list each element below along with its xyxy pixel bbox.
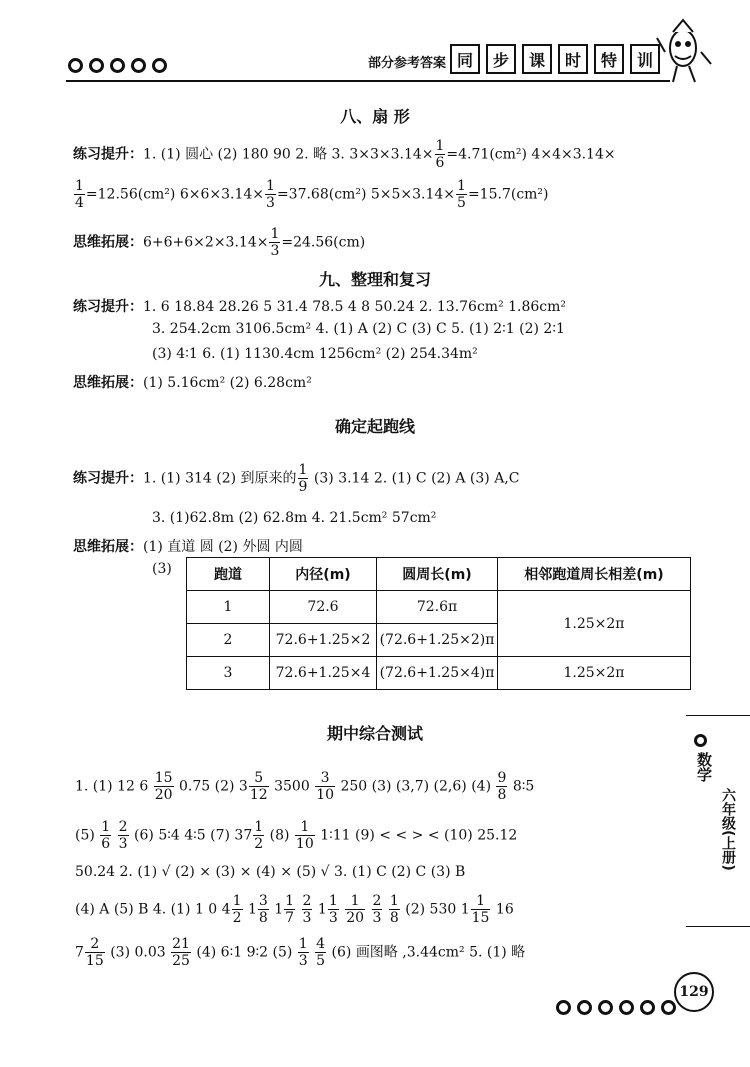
- page-number: 129: [674, 972, 714, 1012]
- answer-line: 3. 254.2cm 3106.5cm² 4. (1) A (2) C (3) C 5. (1) 2∶1 (2) 2∶1: [152, 321, 565, 337]
- section-title-review: 九、整理和复习: [318, 270, 431, 289]
- section-title-midterm: 期中综合测试: [326, 724, 423, 743]
- answer-line: 练习提升：1. 6 18.84 28.26 5 31.4 78.5 4 8 50.24 2. 13.76cm² 1.86cm²: [73, 299, 567, 315]
- subject-side-tab: [686, 715, 750, 927]
- answer-line: 50.24 2. (1) √ (2) × (3) × (4) × (5) √ 3. (1) C (2) C (3) B: [75, 864, 466, 880]
- header-label: 部分参考答案: [368, 56, 447, 71]
- bullet-circle-icon: [694, 734, 707, 747]
- answer-line: 3. (1)62.8m (2) 62.8m 4. 21.5cm² 57cm²: [152, 510, 437, 526]
- header-decoration-circles: [68, 58, 167, 73]
- answer-line: 1. (1) 12 6 $\frac{15}{20}$ 0.75 (2) 3 $\frac{5}{12}$ 3500 $\frac{3}{10}$ 250 (3) (3,7) (2,6) (4) $\frac{9}{8}$ 8∶5: [75, 770, 535, 803]
- section-title-sector: 八、扇 形: [340, 107, 410, 126]
- table-row: 1 72.6 72.6π 1.25×2π: [187, 591, 691, 624]
- answer-line: (3): [152, 561, 172, 577]
- table-row: 3 72.6+1.25×4 (72.6+1.25×4)π 1.25×2π: [187, 657, 691, 690]
- footer-decoration-circles: [556, 1000, 676, 1015]
- grade-label: 六年级(上册): [720, 788, 736, 871]
- track-table: 跑道 内径(m) 圆周长(m) 相邻跑道周长相差(m) 1 72.6 72.6π 1.25×2π 2 72.6+1.25×2 (72.6+1.25×2)π 3 72.6+1.25×4 (72.6+1.25×4)π 1.25×2π: [186, 557, 691, 690]
- pencil-mascot-icon: [655, 18, 717, 88]
- table-row: 2 72.6+1.25×2 (72.6+1.25×2)π: [187, 624, 691, 657]
- answer-line: $\frac{1}{4}$ =12.56(cm²) 6×6×3.14× $\frac{1}{3}$ =37.68(cm²) 5×5×3.14× $\frac{1}{5}$ =15.7(cm²): [75, 178, 549, 211]
- answer-line: (4) A (5) B 4. (1) 1 0 4 $\frac{1}{2}$ 1 $\frac{3}{8}$ 1 $\frac{1}{7}$ $\frac{2}{3}$ 1 $\frac{1}{3}$ $\frac{1}{20}$ $\frac{2}{3}$ $\frac{1}{8}$ (2) 530 1 $\frac{1}{15}$ 16: [75, 893, 514, 926]
- subject-label: 数学: [695, 752, 713, 782]
- answer-line: 思维拓展：(1) 5.16cm² (2) 6.28cm²: [73, 375, 312, 391]
- answer-line: 练习提升：1. (1) 314 (2) 到原来的 $\frac{1}{9}$ (3) 3.14 2. (1) C (2) A (3) A,C: [73, 462, 520, 495]
- header-series-title: 同 步 课 时 特 训: [450, 44, 660, 74]
- answer-line: 思维拓展：(1) 直道 圆 (2) 外圆 内圆: [73, 539, 303, 555]
- answer-line: (5) $\frac{1}{6}$ $\frac{2}{3}$ (6) 5∶4 4∶5 (7) 37 $\frac{1}{2}$ (8) $\frac{1}{10}$ 1∶11 (9) < < > < (10) 25.12: [75, 819, 518, 852]
- answer-line: 7 $\frac{2}{15}$ (3) 0.03 $\frac{21}{25}$ (4) 6∶1 9∶2 (5) $\frac{1}{3}$ $\frac{4}{5}$ (6) 画图略 ,3.44cm² 5. (1) 略: [75, 936, 526, 969]
- answer-line: (3) 4∶1 6. (1) 1130.4cm 1256cm² (2) 254.34m²: [152, 346, 478, 362]
- answer-line: 练习提升：1. (1) 圆心 (2) 180 90 2. 略 3. 3×3×3.14× $\frac{1}{6}$ =4.71(cm²) 4×4×3.14×: [73, 138, 616, 171]
- answer-line: 思维拓展：6+6+6×2×3.14× $\frac{1}{3}$ =24.56(cm): [73, 226, 366, 259]
- header-rule: [66, 80, 670, 82]
- section-title-starting-line: 确定起跑线: [334, 417, 415, 436]
